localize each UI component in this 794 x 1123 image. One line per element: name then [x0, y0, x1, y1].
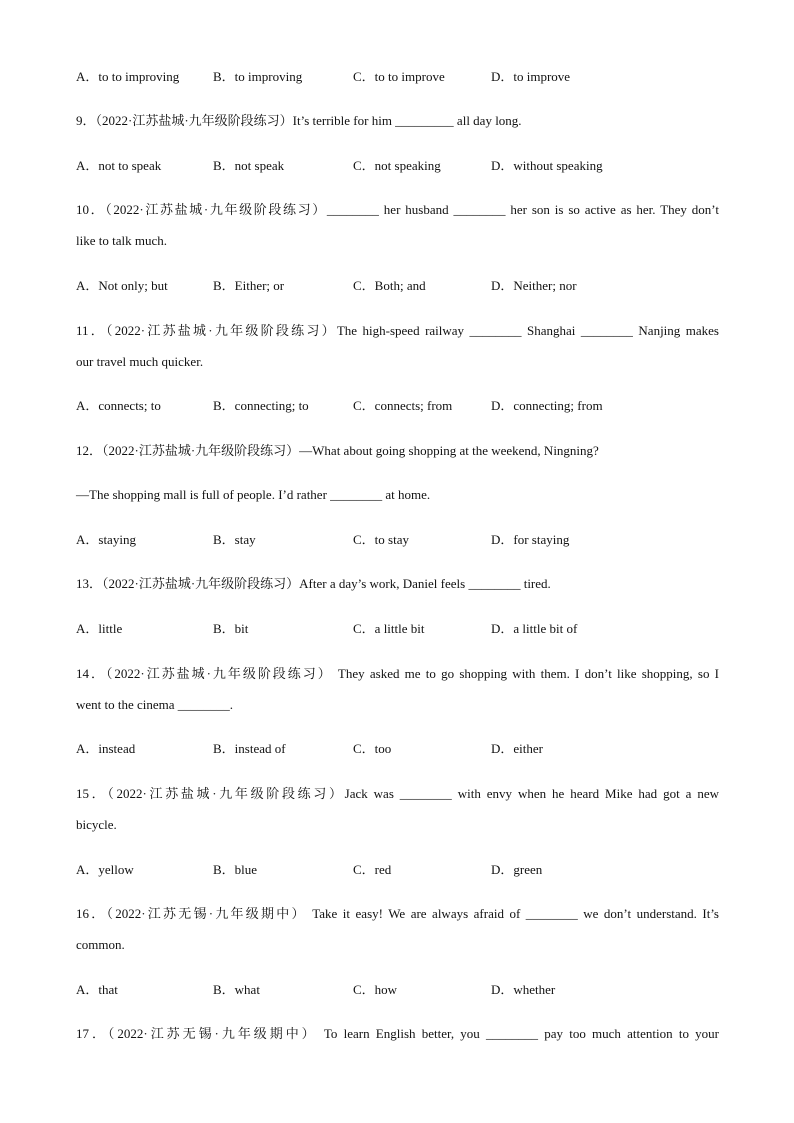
q16-stem-line2: common. — [76, 937, 125, 952]
q17-stem: 17．（2022·江苏无锡·九年级期中） To learn English better, you ________ pay too much attention to your — [76, 1026, 719, 1041]
q14-option-d: D．either — [491, 741, 543, 756]
q9-option-b: B．not speak — [213, 158, 285, 173]
q14-stem-line2: went to the cinema ________. — [76, 697, 234, 712]
q12-option-a: A．staying — [76, 532, 136, 547]
q13-option-b: B．bit — [213, 621, 249, 636]
q14-option-c: C．too — [353, 741, 392, 756]
q15-option-b: B．blue — [213, 862, 258, 877]
q16-option-a: A．that — [76, 982, 118, 997]
q9-option-d: D．without speaking — [491, 158, 603, 173]
q13-option-d: D．a little bit of — [491, 621, 578, 636]
q10-stem-line2: like to talk much. — [76, 233, 167, 248]
q15-option-d: D．green — [491, 862, 543, 877]
q12-option-c: C．to stay — [353, 532, 409, 547]
q9-option-a: A．not to speak — [76, 158, 162, 173]
q11-option-d: D．connecting; from — [491, 398, 603, 413]
q15-option-a: A．yellow — [76, 862, 134, 877]
q10-stem-line1: 10．（2022·江苏盐城·九年级阶段练习）________ her husband ________ her son is so active as her. They don’t — [76, 202, 719, 217]
q9-option-c: C．not speaking — [353, 158, 441, 173]
q13-option-a: A．little — [76, 621, 123, 636]
q10-option-d: D．Neither; nor — [491, 278, 577, 293]
q10-option-b: B．Either; or — [213, 278, 285, 293]
q14-option-b: B．instead of — [213, 741, 286, 756]
q11-option-b: B．connecting; to — [213, 398, 309, 413]
q9-stem: 9．（2022·江苏盐城·九年级阶段练习）It’s terrible for him _________ all day long. — [76, 113, 522, 128]
option-b: B．to improving — [213, 69, 303, 84]
q12-stem-line2: —The shopping mall is full of people. I’d rather ________ at home. — [76, 487, 431, 502]
q15-stem-line2: bicycle. — [76, 817, 117, 832]
q16-option-b: B．what — [213, 982, 260, 997]
option-a: A．to to improving — [76, 69, 180, 84]
q13-option-c: C．a little bit — [353, 621, 425, 636]
q11-stem-line1: 11．（2022·江苏盐城·九年级阶段练习）The high-speed railway ________ Shanghai ________ Nanjing makes — [76, 323, 719, 338]
q11-stem-line2: our travel much quicker. — [76, 354, 204, 369]
q16-option-d: D．whether — [491, 982, 556, 997]
q11-option-a: A．connects; to — [76, 398, 161, 413]
q12-stem-line1: 12．（2022·江苏盐城·九年级阶段练习）—What about going shopping at the weekend, Ningning? — [76, 443, 599, 458]
option-c: C．to to improve — [353, 69, 445, 84]
q15-stem-line1: 15．（2022·江苏盐城·九年级阶段练习）Jack was ________ with envy when he heard Mike had got a new — [76, 786, 719, 801]
q15-option-c: C．red — [353, 862, 392, 877]
q10-option-a: A．Not only; but — [76, 278, 168, 293]
q11-option-c: C．connects; from — [353, 398, 453, 413]
q14-stem-line1: 14．（2022·江苏盐城·九年级阶段练习） They asked me to go shopping with them. I don’t like shopping, so I — [76, 666, 719, 681]
q16-option-c: C．how — [353, 982, 398, 997]
option-d: D．to improve — [491, 69, 571, 84]
q10-option-c: C．Both; and — [353, 278, 426, 293]
q16-stem-line1: 16．（2022·江苏无锡·九年级期中） Take it easy! We are always afraid of ________ we don’t understand. It’s — [76, 906, 719, 921]
q13-stem: 13．（2022·江苏盐城·九年级阶段练习）After a day’s work, Daniel feels ________ tired. — [76, 576, 551, 591]
q12-option-b: B．stay — [213, 532, 256, 547]
q12-option-d: D．for staying — [491, 532, 570, 547]
q14-option-a: A．instead — [76, 741, 136, 756]
